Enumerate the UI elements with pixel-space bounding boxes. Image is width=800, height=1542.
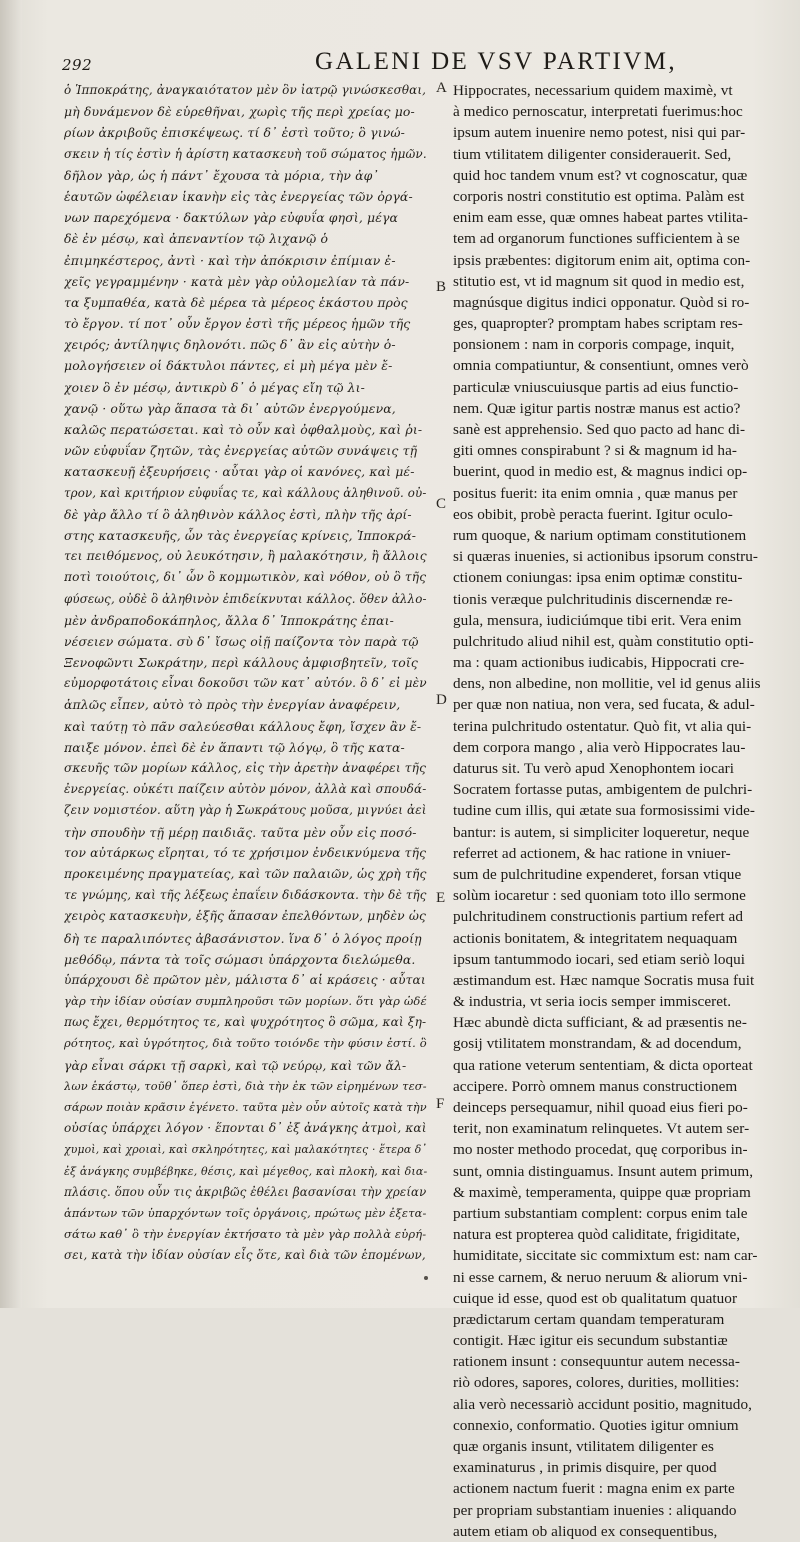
page-header: [0, 44, 800, 78]
greek-text-line: πλάσις. ὅπου οὖν τις ἀκριβῶς ἐθέλει βασανίσαι τὴν χρείαν: [64, 1184, 427, 1199]
greek-text-line: ἑαυτῶν ὠφέλειαν ἱκανὴν εἰς τὰς ἐνεργείας τῶν ὀργά-: [64, 188, 413, 204]
latin-text-line: ipsum autem inuenire nemo potest, nisi qui par-: [453, 124, 746, 142]
latin-text-line: examinaturus , in primis disquire, per quod: [453, 1459, 717, 1477]
page-number: 292: [62, 56, 93, 74]
latin-text-line: buerint, quod in medio est, & magnus indici op-: [453, 463, 748, 481]
greek-text-line: τον αὐτάρκως εἴρηται, τό τε χρήσιμον ἐνδεικνύμενα τῆς: [64, 845, 427, 860]
greek-text-line: στης κατασκευῆς, ὧν τὰς ἐνεργείας κρίνεις, Ἱπποκρά-: [64, 527, 417, 543]
latin-text-line: gosij vtilitatem monstrandam, & ad docendum,: [453, 1035, 742, 1053]
greek-text-line: γὰρ τὴν ἰδίαν οὐσίαν συμπληροῦσι τῶν μορίων. ὅτι γὰρ ὡδέ: [64, 994, 427, 1009]
latin-text-line: humiditate, siccitate sic commixtum est: nam car-: [453, 1247, 758, 1265]
greek-text-line: νῶν εὐφυΐαν ζητῶν, τὰς ἐνεργείας αὐτῶν συνάψεις τῇ: [64, 443, 418, 459]
section-marker-b: B: [436, 279, 447, 295]
latin-text-line: gula, mensura, iudiciúmque tibi erit. Vera enim: [453, 611, 742, 629]
latin-text-line: ipsum tantummodo iocari, sed etiam seriò loqui: [453, 950, 746, 968]
greek-text-column: [64, 80, 428, 1290]
latin-text-line: corporis nostri constitutio est optima. Palàm est: [453, 187, 745, 205]
greek-text-line: ὑπάρχουσι δὲ πρῶτον μὲν, μάλιστα δ᾽ αἱ κράσεις · αὗται: [64, 972, 426, 987]
latin-text-line: tudine cum illis, qui ætate sua formosissimi vide-: [453, 802, 756, 820]
latin-text-line: tium vtilitatem diligenter considerauerit. Sed,: [453, 145, 732, 163]
greek-text-line: ἁπάντων τῶν ὑπαρχόντων τοῖς ὀργάνοις, πρώτως μὲν ἐξετα-: [64, 1205, 427, 1220]
latin-text-line: partium substantiam complent: corpus enim tale: [453, 1204, 748, 1222]
latin-text-line: pulchritudo aliud nihil est, quàm constitutio opti-: [453, 632, 754, 650]
latin-text-line: deinceps persequamur, nihil quoad eius fieri po-: [453, 1099, 748, 1116]
greek-text-line: κατασκευῇ ἐξευρήσεις · αὗται γὰρ οἱ κανόνες, καὶ μέ-: [64, 464, 415, 480]
greek-text-line: παιξε μόνον. ἐπεὶ δὲ ἐν ἅπαντι τῷ λόγῳ, ὃ τῆς κατα-: [64, 739, 405, 755]
latin-text-line: magnúsque digitus indici opponatur. Quòd si ro-: [453, 293, 750, 311]
greek-text-line: σκειν ἡ τίς ἐστὶν ἡ ἀρίστη κατασκευὴ τοῦ σώματος ἡμῶν.: [64, 146, 427, 161]
greek-text-line: χοιεν ὃ ἐν μέσῳ, ἀντικρὺ δ᾽ ὁ μέγας εἴη τῷ λι-: [64, 379, 366, 395]
latin-text-line: rum quoque, & narium optimam constitutionem: [453, 526, 747, 544]
greek-text-line: οὐσίας ὑπάρχει λόγον · ἕπονται δ᾽ ἐξ ἀνάγκης ἀτμοὶ, καὶ: [64, 1121, 427, 1136]
greek-text-line: τὴν σπουδὴν τῇ μέρῃ παιδιᾶς. ταῦτα μὲν οὖν εἰς ποσό-: [64, 824, 417, 840]
greek-text-line: τει πειθόμενος, οὐ λευκότησιν, ἢ μαλακότησιν, ἢ ἄλλοις: [64, 549, 427, 564]
greek-text-line: τε γνώμης, καὶ τῆς λέξεως ἐπαΐειν διδάσκοντα. τὴν δὲ τῆς: [64, 888, 427, 903]
latin-text-line: & industria, vt seria iocis semper immisceret.: [453, 993, 732, 1011]
latin-text-line: qua ratione veterum sententiam, & dicta oporteat: [453, 1056, 753, 1074]
latin-text-line: bantur: is autem, si simpliciter loqueretur, neque: [453, 823, 750, 841]
greek-text-line: χειρός; ἀντίληψις δηλονότι. πῶς δ᾽ ἂν εἰς αὐτὴν ὁ-: [64, 337, 396, 353]
greek-text-line: σει, κατὰ τὴν ἰδίαν οὐσίαν εἶς ὅτε, καὶ διὰ τῶν ἑπομένων,: [64, 1248, 426, 1263]
latin-text-line: ipsis præbentes: digitorum enim ait, optima con-: [453, 251, 751, 269]
latin-text-line: rationem insunt : consequuntur autem necessa-: [453, 1353, 740, 1371]
greek-text-line: χυμοὶ, καὶ χροιαὶ, καὶ σκληρότητες, καὶ μαλακότητες · ἕτερα δ᾽: [64, 1143, 427, 1157]
latin-text-line: Socratem fortasse putas, ambigentem de pulchri-: [453, 781, 753, 799]
latin-text-line: dem corpora mango , alia verò Hippocrates lau-: [453, 738, 746, 756]
greek-text-line: καὶ ταύτῃ τὸ πᾶν σαλεύεσθαι κάλλους ἔφη, ἴσχεν ἂν ἔ-: [64, 718, 422, 734]
latin-text-line: cuique id esse, quod est ob qualitatum quatuor: [453, 1289, 738, 1307]
greek-text-line: ἁπλῶς εἶπεν, αὐτὸ τὸ πρὸς τὴν ἐνεργίαν ἀναφέρειν,: [64, 697, 401, 713]
latin-text-line: autem etiam ob aliquod ex consequentibus,: [453, 1522, 718, 1540]
latin-text-line: positus fuerit: ita enim omnia , quæ manus per: [453, 484, 738, 502]
latin-text-line: Hippocrates, necessarium quidem maximè, vt: [453, 82, 733, 99]
latin-text-line: pulchritudinem constructionis partium refert ad: [453, 908, 743, 926]
greek-text-line: ρίων ἀκριβοῦς ἐπισκέψεως. τί δ᾽ ἐστὶ τοῦτο; ὃ γινώ-: [64, 125, 405, 141]
latin-text-line: particulæ vniuscuiusque partis ad eius functio-: [453, 378, 739, 396]
latin-text-column: [453, 80, 771, 1540]
latin-text-line: quid hoc tandem vnum est? vt cognoscatur, quæ: [453, 166, 748, 184]
latin-text-line: solùm iocaretur : sed quoniam toto illo sermone: [453, 887, 746, 905]
latin-text-line: actionem nactum fuerit : magna enim ex parte: [453, 1480, 735, 1498]
greek-text-line: χεῖς γεγραμμένην · κατὰ μὲν γὰρ οὐλομελίαν τὰ πάν-: [64, 273, 410, 289]
latin-text-line: referret ad actionem, & hac ratione in vniuer-: [453, 844, 731, 862]
greek-text-line: χανῷ · οὕτω γὰρ ἅπασα τὰ δι᾽ αὐτῶν ἐνεργούμενα,: [64, 400, 396, 416]
latin-text-line: riò odores, sapores, colores, durities, mollities:: [453, 1374, 740, 1392]
latin-text-line: sunt, omnia distinguamus. Insunt autem primum,: [453, 1162, 754, 1180]
latin-text-line: tionis veræque pulchritudinis discernendæ re-: [453, 590, 733, 608]
greek-text-line: εὐμορφοτάτοις εἶναι δοκοῦσι τῶν κατ᾽ αὐτόν. ὃ δ᾽ εἰ μὲν: [64, 676, 427, 691]
latin-text-line: ma : quam actionibus iudicabis, Hippocrati cre-: [453, 654, 745, 672]
latin-text-line: ni esse carnem, & neruo neruum & aliorum vni-: [453, 1268, 748, 1286]
greek-text-line: καλῶς περατώσεται. καὶ τὸ οὖν καὶ ὀφθαλμοὺς, καὶ ῥι-: [64, 422, 423, 437]
latin-text-line: alia verò necessariò accidunt positio, magnitudo,: [453, 1395, 752, 1413]
greek-text-line: σκευῆς τῶν μορίων κάλλος, εἰς τὴν ἀρετὴν ἀναφέρει τῆς: [64, 761, 427, 775]
greek-text-line: σάτω καθ᾽ ὃ τὴν ἐνεργίαν ἐκτήσατο τὰ μὲν γὰρ πολλὰ εὑρή-: [64, 1227, 427, 1242]
greek-text-line: δὲ γὰρ ἄλλο τί ὃ ἀληθινὸν κάλλος ἐστὶ, πλὴν τῆς ἀρί-: [64, 506, 412, 522]
greek-text-line: φύσεως, οὐδὲ ὃ ἀληθινὸν ἐπιδείκνυται κάλλος. ὅθεν ἀλλο-: [64, 591, 427, 606]
greek-text-line: τὸ ἔργον. τί ποτ᾽ οὖν ἔργον ἐστὶ τῆς μέρεος ἡμῶν τῆς: [64, 316, 411, 332]
latin-text-line: actionis bonitatem, & integritatem nequaquam: [453, 929, 738, 947]
latin-text-line: & maximè, temperamenta, quippe quæ propriam: [453, 1183, 751, 1201]
latin-text-line: omnia compatiuntur, & consentiunt, omnes verò: [453, 357, 749, 375]
section-marker-a: A: [436, 80, 447, 96]
greek-text-line: ἐπιμηκέστερος, ἀντὶ · καὶ τὴν ἀπόκρισιν ἐπίμιαν ἐ-: [64, 252, 396, 268]
greek-text-line: τρον, καὶ κριτήριον εὐφυΐας τε, καὶ κάλλους ἀληθινοῦ. οὐ-: [64, 485, 427, 500]
greek-text-line: μολογήσειεν οἱ δάκτυλοι πάντες, εἰ μὴ μέγα μὲν ἔ-: [64, 358, 393, 374]
latin-text-line: sanè est apprehensio. Sed quo pacto ad hanc di-: [453, 421, 746, 438]
latin-text-line: stitutio est, vt id magnum sit quod in medio est,: [453, 272, 745, 290]
greek-text-line: σάρων ποιὰν κρᾶσιν ἐγένετο. ταῦτα μὲν οὖν αὐτοῖς κατὰ τὴν: [64, 1101, 427, 1114]
latin-text-line: eos obibit, probè peracta fuerint. Igitur oculo-: [453, 505, 733, 523]
latin-text-line: ctionem coniungas: ipsa enim optimæ constitu-: [453, 569, 743, 587]
section-marker-f: F: [436, 1096, 445, 1112]
section-marker-e: E: [436, 890, 446, 906]
greek-text-line: νων παρεχόμενα · δακτύλων γὰρ εὐφυΐα φησὶ, μέγα: [64, 210, 399, 226]
page-speck: [424, 1276, 428, 1280]
greek-text-line: μὲν ἀνδραποδοκάπηλος, ἄλλα δ᾽ Ἱπποκράτης ἐπαι-: [64, 612, 395, 628]
greek-text-line: μεθόδῳ, πάντα τὰ τοῖς σώμασι ὑπάρχοντα διελώμεθα.: [64, 951, 416, 967]
latin-text-line: ponsionem : nam in corporis compage, inquit,: [453, 336, 735, 354]
greek-text-line: ἐνεργείας. οὐκέτι παίζειν αὐτὸν μόνον, ἀλλὰ καὶ σπουδά-: [64, 782, 427, 797]
latin-text-line: prædictarum certam quandam temperaturam: [453, 1310, 725, 1328]
greek-text-line: χειρὸς κατασκευὴν, ἑξῆς ἅπασαν ἐπελθόντων, μηδὲν ὡς: [64, 909, 427, 924]
latin-text-line: nem. Quæ igitur partis nostræ manus est actio?: [453, 399, 741, 417]
greek-text-line: Ξενοφῶντι Σωκράτην, περὶ κάλλους ἀμφισβητεῖν, τοῖς: [64, 655, 418, 671]
running-title: GALENI DE VSV PARTIVM,: [315, 48, 677, 75]
latin-text-line: natura est propterea quòd caliditate, frigiditate,: [453, 1226, 741, 1244]
latin-text-line: à medico pernoscatur, interpretati fuerimus:hoc: [453, 103, 743, 121]
greek-text-line: γὰρ εἶναι σάρκι τῇ σαρκὶ, καὶ τῷ νεύρῳ, καὶ τῶν ἄλ-: [64, 1057, 407, 1073]
section-marker-c: C: [436, 496, 447, 512]
greek-text-line: προκειμένης πραγματείας, καὶ τῶν παλαιῶν, ὡς χρὴ τῆς: [64, 866, 427, 881]
greek-text-line: δὲ ἐν μέσῳ, καὶ ἀπεναντίον τῷ λιχανῷ ὁ: [64, 231, 329, 247]
greek-text-line: ποτὶ τοιούτοις, δι᾽ ὧν ὃ κομμωτικὸν, καὶ νόθον, οὐ ὃ τῆς: [64, 570, 427, 585]
latin-text-line: tem ad organorum functiones sufficientem à se: [453, 230, 740, 248]
latin-text-line: per propriam substantiam inuenies : aliquando: [453, 1501, 737, 1519]
latin-text-line: dens, non albedine, non mollitie, vel id genus aliis: [453, 675, 761, 693]
greek-text-line: ρότητος, καὶ ὑγρότητος, διὰ τοῦτο τοιόνδε τὴν φύσιν ἐστί. ὃ: [64, 1036, 427, 1051]
latin-text-line: connexio, conformatio. Quoties igitur omnium: [453, 1416, 739, 1434]
latin-text-line: quæ organis insunt, vtilitatem diligenter es: [453, 1438, 714, 1455]
greek-text-line: πως ἔχει, θερμότητος τε, καὶ ψυχρότητος ὃ σῶμα, καὶ ξη-: [64, 1015, 427, 1030]
greek-text-line: ἐξ ἀνάγκης συμβέβηκε, θέσις, καὶ μέγεθος, καὶ πλοκὴ, καὶ δια-: [64, 1164, 428, 1178]
latin-text-line: mo noster methodo procedat, quę corporibus in-: [453, 1141, 748, 1159]
latin-text-line: enim eam esse, quæ omnes habeat partes vtilita-: [453, 209, 749, 227]
page-gutter-shadow: [0, 0, 22, 1308]
latin-text-line: accipere. Porrò omnem manus constructionem: [453, 1077, 738, 1095]
latin-text-line: terit, non examinatum relinquetes. Vt autem ser-: [453, 1120, 750, 1138]
latin-text-line: terina pulchritudo ostentatur. Quò fit, vt alia qui-: [453, 717, 752, 735]
latin-text-line: giti omnes conspirabunt ? si & magnum id ha-: [453, 442, 737, 460]
greek-text-line: δῆλον γὰρ, ὡς ἡ πάντ᾽ ἔχουσα τὰ μόρια, τὴν ἀφ᾽: [64, 167, 379, 183]
greek-text-line: δὴ τε παραλιπόντες ἀβασάνιστον. ἵνα δ᾽ ὁ λόγος προίῃ: [64, 930, 422, 946]
greek-text-line: λων ἑκάστῳ, τοῦθ᾽ ὅπερ ἐστὶ, διὰ τὴν ἐκ τῶν εἰρημένων τεσ-: [64, 1078, 427, 1093]
latin-text-line: daturus sit. Tu verò apud Xenophontem iocari: [453, 760, 735, 777]
greek-text-line: ζειν νομιστέον. αὕτη γὰρ ἡ Σωκράτους μοῦσα, μιγνύει ἀεὶ: [64, 803, 427, 818]
section-marker-d: D: [436, 692, 447, 708]
latin-text-line: sum de pulchritudine expenderet, forsan vtique: [453, 865, 742, 883]
greek-text-line: νέσειεν σώματα. σὺ δ᾽ ἴσως οἰῇ παίζοντα τὸν παρὰ τῷ: [64, 633, 419, 649]
latin-text-line: ges, quapropter? promptam habes scriptam res-: [453, 315, 743, 333]
greek-text-line: ὁ Ἱπποκράτης, ἀναγκαιότατον μὲν ὃν ἰατρῷ γινώσκεσθαι,: [64, 83, 427, 97]
latin-text-line: Hæc abundè dicta sufficiant, & ad præsentis ne-: [453, 1014, 747, 1032]
latin-text-line: per quæ non natiua, non vera, sed fucata, & adul-: [453, 696, 755, 714]
latin-text-line: æstimandum est. Hæc namque Socratis musa fuit: [453, 971, 755, 989]
latin-text-line: contigit. Hæc igitur eis secundum substantiæ: [453, 1332, 728, 1350]
greek-text-line: μὴ δυνάμενον δὲ εὑρεθῆναι, χωρὶς τῆς περὶ χρείας μο-: [64, 104, 415, 120]
latin-text-line: si quæras inuenies, si actionibus ipsorum constru-: [453, 548, 758, 566]
greek-text-line: τα ξυμπαθέα, κατὰ δὲ μέρεα τὰ μέρεος ἑκάστου πρὸς: [64, 294, 408, 310]
